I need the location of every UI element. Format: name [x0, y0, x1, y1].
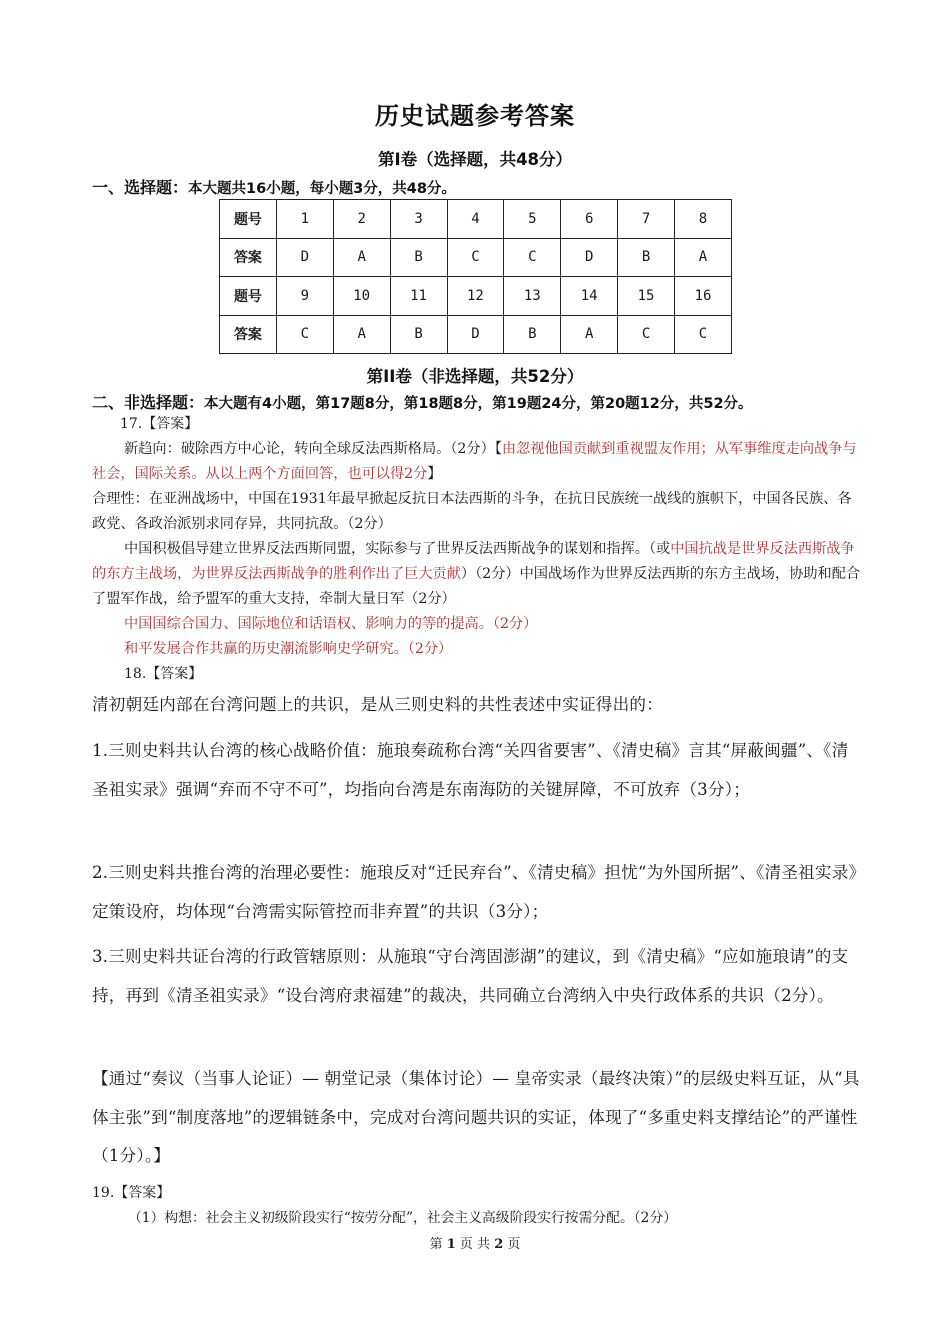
answer-cell: C: [675, 315, 732, 354]
q17-paragraph-peace: 和平发展合作共赢的历史潮流影响史学研究。（2分）: [124, 641, 453, 657]
answer-cell: C: [276, 315, 333, 354]
question-number: 7: [618, 200, 675, 239]
section1-lead: 一、选择题：: [92, 178, 189, 197]
answer-cell: A: [333, 315, 390, 354]
q18-intro: 清初朝廷内部在台湾问题上的共识，是从三则史料的共性表述中实证得出的：: [92, 695, 663, 714]
answer-cell: B: [504, 315, 561, 354]
question-number: 15: [618, 277, 675, 316]
q18-point-1: 1.三则史料共认台湾的核心战略价值：施琅奏疏称台湾“关四省要害”、《清史稿》言其“屏蔽闽疆”、《清圣祖实录》强调“弃而不守不可”，均指向台湾是东南海防的关键屏障，不可放弃（3分）；: [92, 741, 849, 799]
answer-cell: A: [333, 238, 390, 277]
table-row: [220, 315, 732, 354]
q17-paragraph-trend: [92, 437, 862, 487]
footer-page-number: 1: [446, 1237, 456, 1252]
section2-desc: 本大题有4小题，第17题8分，第18题8分，第19题24分，第20题12分，共52分。: [204, 396, 753, 412]
answer-cell: B: [390, 315, 447, 354]
question-number: 3: [390, 200, 447, 239]
answer-cell: B: [390, 238, 447, 277]
question-number: 5: [504, 200, 561, 239]
q19-label: 19.【答案】: [92, 1185, 171, 1201]
footer-total-pages: 2: [494, 1237, 504, 1252]
question-number: 9: [276, 277, 333, 316]
q19-part-1: （1）构想：社会主义初级阶段实行“按劳分配”，社会主义高级阶段实行按需分配。（2分）: [128, 1210, 678, 1226]
question-number: 16: [675, 277, 732, 316]
row-label: 答案: [220, 238, 277, 277]
q17-alliance-note: 中国抗战是世界反法西斯战争的东方主战场，为世界反法西斯战争的胜利作出了巨大贡献: [92, 541, 855, 582]
q17-paragraph-national-power: 中国国综合国力、国际地位和话语权、影响力的等的提高。（2分）: [124, 616, 538, 632]
question-number: 14: [561, 277, 618, 316]
section2-lead: 二、非选择题：: [92, 393, 205, 412]
q18-label: 18.【答案】: [124, 666, 203, 682]
answer-cell: C: [504, 238, 561, 277]
footer-middle: 页 共: [459, 1237, 491, 1252]
q17-paragraph-rationality: 合理性：在亚洲战场中，中国在1931年最早掀起反抗日本法西斯的斗争，在抗日民族统一战线的旗帜下，中国各民族、各政党、各政治派别求同存异，共同抗敌。（2分）: [92, 491, 852, 532]
question-number: 2: [333, 200, 390, 239]
question-number: 8: [675, 200, 732, 239]
row-label: 答案: [220, 315, 277, 354]
answer-cell: B: [618, 238, 675, 277]
q17-trend-close: 】: [427, 466, 442, 482]
q17-alliance-text: 中国积极倡导建立世界反法西斯同盟，实际参与了世界反法西斯战争的谋划和指挥。（或: [124, 541, 671, 557]
answer-table: [219, 199, 732, 354]
table-row: [220, 238, 732, 277]
answer-cell: A: [561, 315, 618, 354]
question-number: 13: [504, 277, 561, 316]
section1-desc: 本大题共16小题，每小题3分，共48分。: [188, 181, 456, 197]
answer-cell: C: [447, 238, 504, 277]
part2-heading: 第II卷（非选择题，共52分）: [366, 367, 584, 386]
footer-suffix: 页: [507, 1237, 521, 1252]
question-number: 4: [447, 200, 504, 239]
q18-point-3: 3.三则史料共证台湾的行政管辖原则：从施琅“守台湾固澎湖”的建议，到《清史稿》“应如施琅请”的支持，再到《清圣祖实录》“设台湾府隶福建”的裁决，共同确立台湾纳入中央行政体系的共识（2分）。: [92, 947, 849, 1005]
footer-prefix: 第: [429, 1237, 443, 1252]
table-row: [220, 200, 732, 239]
question-number: 10: [333, 277, 390, 316]
table-row: [220, 277, 732, 316]
answer-cell: C: [618, 315, 675, 354]
q17-trend-note: 由忽视他国贡献到重视盟友作用；从军事维度走向战争与社会，国际关系。从以上两个方面回答，也可以得2分: [92, 441, 857, 482]
q17-trend-text: 新趋向：破除西方中心论，转向全球反法西斯格局。（2分）【: [124, 441, 502, 457]
page-footer: [0, 1233, 950, 1252]
answer-cell: D: [561, 238, 618, 277]
section2-heading: [92, 390, 753, 413]
page-title: 历史试题参考答案: [375, 102, 575, 130]
q17-paragraph-alliance: [92, 537, 862, 612]
question-number: 11: [390, 277, 447, 316]
part1-heading: 第Ⅰ卷（选择题，共48分）: [377, 150, 573, 169]
q18-point-2: 2.三则史料共推台湾的治理必要性：施琅反对“迁民弃台”、《清史稿》担忧“为外国所据”、《清圣祖实录》定策设府，均体现“台湾需实际管控而非弃置”的共识（3分）；: [92, 863, 857, 921]
question-number: 1: [276, 200, 333, 239]
q17-alliance-text2: ）（2分）中国战场作为世界反法西斯的东方主战场，协助和配合了盟军作战，给予盟军的重大支持，牵制大量日军（2分）: [92, 566, 861, 607]
q17-label: 17.【答案】: [120, 416, 199, 432]
answer-cell: D: [276, 238, 333, 277]
question-number: 6: [561, 200, 618, 239]
section1-heading: [92, 175, 456, 198]
answer-cell: A: [675, 238, 732, 277]
row-label: 题号: [220, 200, 277, 239]
answer-cell: D: [447, 315, 504, 354]
question-number: 12: [447, 277, 504, 316]
q18-summary: 【通过“奏议（当事人论证）— 朝堂记录（集体讨论）— 皇帝实录（最终决策）”的层级史料互证，从“具体主张”到“制度落地”的逻辑链条中，完成对台湾问题共识的实证，体现了“多重史料支撑结论”的严谨性（1分）。】: [92, 1069, 860, 1165]
row-label: 题号: [220, 277, 277, 316]
